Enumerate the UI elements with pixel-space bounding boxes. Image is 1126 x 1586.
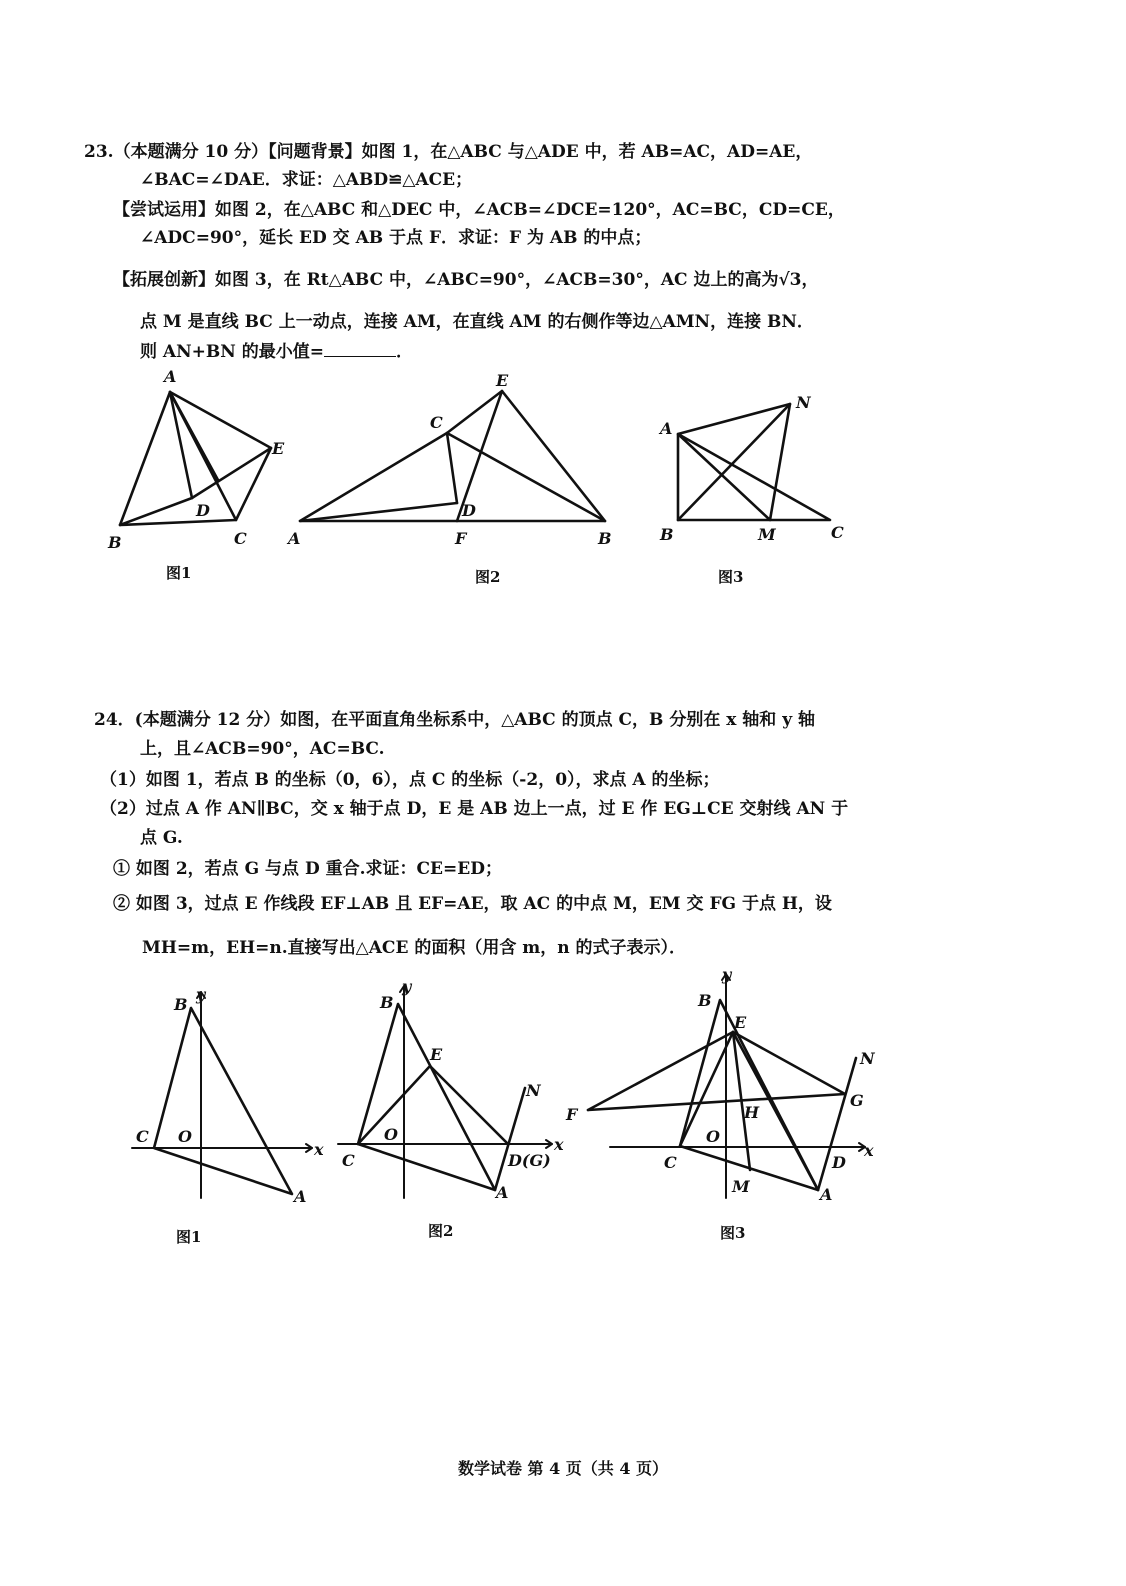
q24-fig2-label-c: C	[342, 1151, 355, 1170]
q24-fig3-segment-fg	[588, 1094, 845, 1110]
q24-fig3-label-y: y	[722, 966, 732, 984]
q24-figure-1	[126, 980, 336, 1210]
answer-blank	[324, 338, 396, 357]
q24-fig3-label-c: C	[664, 1153, 677, 1172]
q24-fig2-label-a: A	[496, 1183, 509, 1202]
fig3-label-c: C	[831, 523, 844, 542]
fig1-label-c: C	[234, 529, 247, 548]
q23-line-1: 23.（本题满分 10 分）【问题背景】如图 1，在△ABC 与△ADE 中，若 AB=AC，AD=AE，	[84, 142, 813, 162]
q24-fig3-label-n: N	[860, 1049, 875, 1068]
q23-line-6: 点 M 是直线 BC 上一动点，连接 AM，在直线 AM 的右侧作等边△AMN，连接 BN．	[140, 312, 814, 332]
q23-fig2-caption: 图2	[475, 568, 501, 586]
q24-fig1-label-o: O	[178, 1127, 192, 1146]
q24-line-3: （1）如图 1，若点 B 的坐标（0，6），点 C 的坐标（-2，0），求点 A 的坐标；	[100, 770, 720, 790]
q24-fig1-label-a: A	[294, 1187, 307, 1206]
q24-fig3-label-b: B	[698, 991, 712, 1010]
fig2-label-a: A	[288, 529, 301, 548]
q24-fig1-label-y: y	[196, 985, 206, 1004]
q23-line-3: 【尝试运用】如图 2，在△ABC 和△DEC 中，∠ACB=∠DCE=120°，AC=BC，CD=CE，	[113, 200, 845, 220]
fig1-label-d: D	[196, 501, 210, 520]
q23-figure-1	[100, 360, 300, 560]
q24-fig1-label-b: B	[174, 995, 188, 1014]
q23-line-2: ∠BAC=∠DAE．求证：△ABD≌△ACE；	[140, 170, 473, 190]
fig1-segment-ad	[170, 392, 192, 498]
q24-fig2-caption: 图2	[428, 1222, 454, 1240]
fig2-label-f: F	[455, 529, 467, 548]
q23-figure-3	[650, 386, 870, 556]
q24-fig3-label-m: M	[732, 1177, 750, 1196]
q24-fig3-segment-fe	[588, 1032, 733, 1110]
q24-line-7: ② 如图 3，过点 E 作线段 EF⊥AB 且 EF=AE，取 AC 的中点 M，EM 交 FG 于点 H，设	[113, 894, 832, 914]
q24-fig3-label-o: O	[706, 1127, 720, 1146]
q24-fig1-label-x: x	[314, 1140, 324, 1159]
fig3-label-a: A	[660, 419, 673, 438]
fig2-label-b: B	[598, 529, 612, 548]
q23-line-7-end: ．	[395, 342, 413, 362]
q23-line-4: ∠ADC=90°，延长 ED 交 AB 于点 F．求证：F 为 AB 的中点；	[140, 228, 652, 248]
q23-line-7-text: 则 AN+BN 的最小值=	[140, 342, 324, 362]
fig2-label-c: C	[430, 413, 443, 432]
q24-fig2-label-b: B	[380, 993, 394, 1012]
fig1-label-b: B	[108, 533, 122, 552]
q24-fig2-label-y: y	[402, 977, 412, 996]
q24-fig2-segments-ce-ed	[358, 1066, 508, 1144]
q24-line-4: （2）过点 A 作 AN∥BC，交 x 轴于点 D，E 是 AB 边上一点，过 E 作 EG⊥CE 交射线 AN 于	[100, 799, 849, 819]
fig1-label-a: A	[164, 367, 177, 386]
q24-figure-3	[560, 966, 890, 1216]
q24-fig2-label-x: x	[554, 1135, 564, 1154]
q24-fig1-caption: 图1	[176, 1228, 202, 1246]
q24-fig3-label-f: F	[566, 1105, 578, 1124]
fig1-triangle-abc	[120, 392, 236, 525]
q23-fig3-caption: 图3	[718, 568, 744, 586]
fig2-label-d: D	[462, 501, 476, 520]
q24-fig3-label-a: A	[820, 1185, 833, 1204]
q23-figure-2	[280, 366, 620, 556]
q24-line-6: ① 如图 2，若点 G 与点 D 重合.求证：CE=ED；	[113, 859, 502, 879]
q24-fig3-label-g: G	[850, 1091, 864, 1110]
page-footer: 数学试卷 第 4 页（共 4 页）	[457, 1459, 669, 1478]
q24-fig3-caption: 图3	[720, 1224, 746, 1242]
q24-fig2-triangle	[358, 1004, 495, 1190]
fig3-triangle-abc	[678, 434, 830, 520]
q24-line-2: 上，且∠ACB=90°，AC=BC.	[140, 739, 385, 759]
q24-fig3-label-h: H	[744, 1103, 760, 1122]
fig1-label-e: E	[272, 439, 285, 458]
q24-line-1: 24．(本题满分 12 分）如图，在平面直角坐标系中，△ABC 的顶点 C，B 分别在 x 轴和 y 轴	[94, 710, 816, 730]
fig2-segment-cd	[447, 433, 457, 503]
q24-fig2-label-dg: D(G)	[508, 1151, 551, 1170]
q24-fig2-label-e: E	[430, 1045, 443, 1064]
fig3-label-b: B	[660, 525, 674, 544]
q24-fig2-ray-an	[495, 1088, 525, 1190]
q24-fig2-label-o: O	[384, 1125, 398, 1144]
q24-fig3-label-d: D	[832, 1153, 846, 1172]
fig2-label-e: E	[496, 371, 509, 390]
fig3-label-m: M	[758, 525, 776, 544]
fig3-label-n: N	[796, 393, 811, 412]
q24-fig3-label-e: E	[734, 1013, 747, 1032]
q24-line-8: MH=m，EH=n.直接写出△ACE 的面积（用含 m，n 的式子表示）．	[142, 938, 687, 958]
q23-line-5: 【拓展创新】如图 3，在 Rt△ABC 中，∠ABC=90°，∠ACB=30°，AC 边上的高为√3，	[113, 270, 819, 290]
q24-fig2-label-n: N	[526, 1081, 541, 1100]
q23-fig1-caption: 图1	[166, 564, 192, 582]
q24-fig1-label-c: C	[136, 1127, 149, 1146]
q24-line-5: 点 G.	[140, 828, 183, 848]
fig1-segment-bd	[120, 498, 192, 525]
q24-fig3-label-x: x	[864, 1141, 874, 1160]
q24-fig1-triangle	[154, 1008, 292, 1194]
q24-figure-2	[330, 976, 570, 1206]
